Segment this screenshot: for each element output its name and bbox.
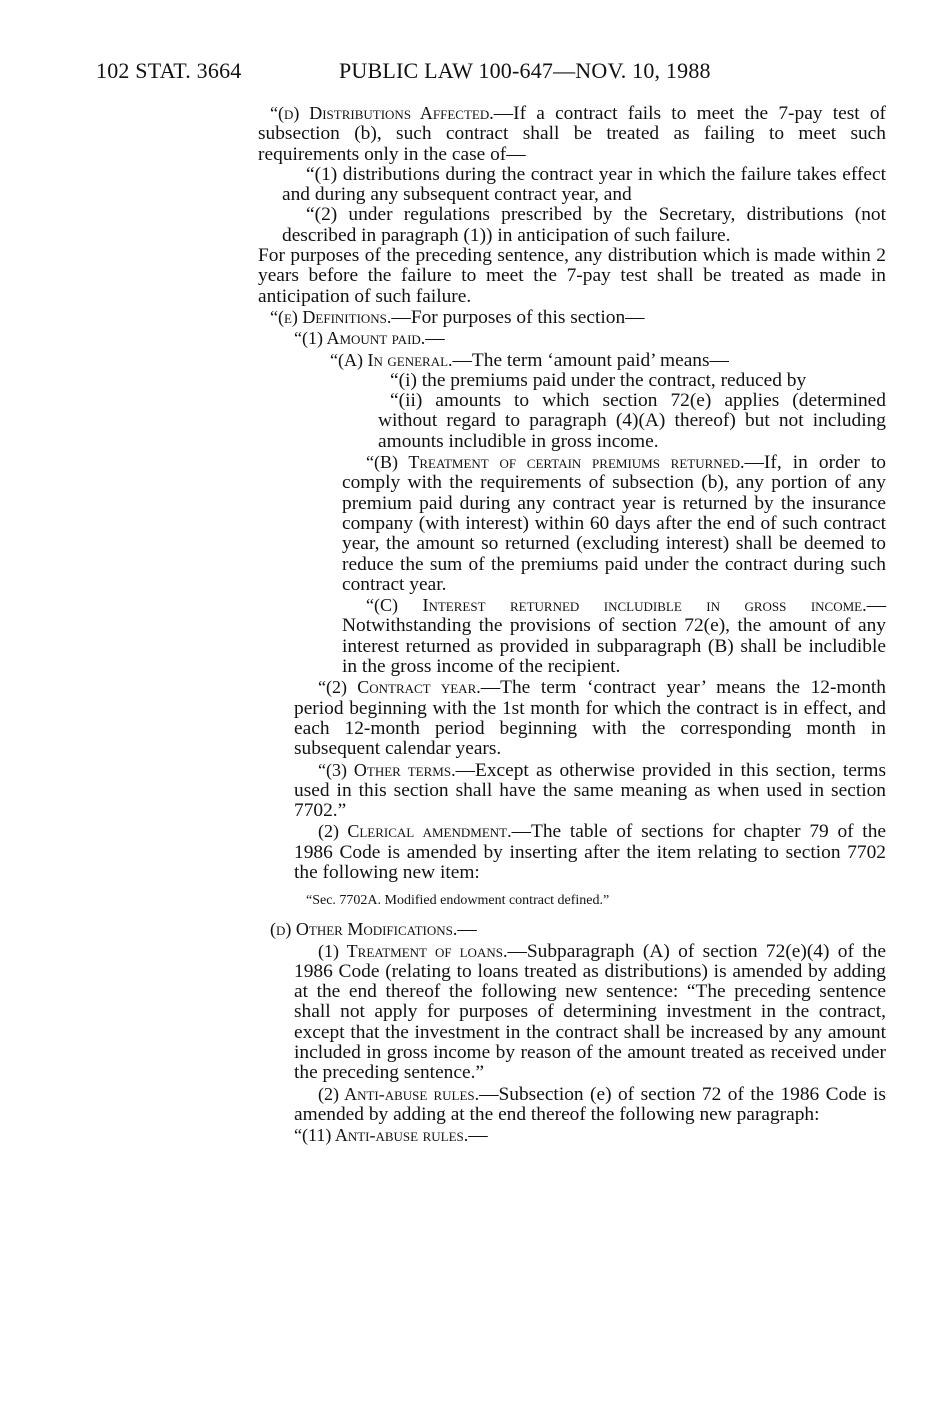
table-of-sections-item: “Sec. 7702A. Modified endowment contract defined.” (306, 893, 610, 909)
paragraph-in-general (258, 350, 886, 371)
paragraph-text: —The table of sections for chapter 79 of the 1986 Code is amended by inserting after the item relating to section 7702 the following new item: (294, 821, 886, 883)
paragraph-text: — (425, 328, 445, 350)
paragraph-heading: (2) Clerical amendment. (318, 821, 512, 842)
paragraph-item-1: “(1) distributions during the contract year in which the failure takes effect and during any subsequent contract year, and (282, 163, 886, 206)
paragraph-definitions (258, 307, 886, 328)
paragraph-heading: “(2) Contract year. (318, 677, 481, 698)
paragraph-text: — (468, 1125, 488, 1147)
paragraph-treatment-of-loans (258, 941, 886, 1084)
stat-reference: 102 STAT. 3664 (96, 58, 242, 83)
paragraph-text: —The term ‘amount paid’ means— (452, 349, 729, 371)
paragraph-heading: (1) Treatment of loans. (318, 940, 508, 961)
paragraph-text: — (457, 919, 477, 941)
page-header (96, 58, 896, 88)
subsection-heading: “(d) Distributions Affected. (270, 103, 494, 123)
paragraph-text: —Subparagraph (A) of section 72(e)(4) of the 1986 Code (relating to loans treated as distributions) is amended by adding at the end thereof the following new sentence: “The preceding sentence shall not apply for purposes of determining investment in the contract, except that the investment in the contract shall be increased by any amount included in gross income by reason of the amount treated as received under the preceding sentence.” (294, 940, 886, 1084)
paragraph-heading: “(11) Anti-abuse rules. (294, 1125, 469, 1146)
paragraph-heading: “(1) Amount paid. (294, 328, 426, 349)
clause-i: “(i) the premiums paid under the contract, reduced by (390, 369, 807, 391)
subparagraph-heading: “(A) In general. (330, 349, 453, 370)
paragraph-premiums-returned (258, 452, 886, 595)
paragraph-text: —Subsection (e) of section 72 of the 1986 Code is amended by adding at the end thereof the following new paragraph: (294, 1083, 886, 1125)
paragraph-other-modifications (258, 919, 886, 940)
paragraph-other-terms (258, 760, 886, 822)
clause-ii: “(ii) amounts to which section 72(e) applies (determined without regard to paragraph (4)(A) thereof) but not including amounts includible in gross income. (378, 390, 886, 452)
paragraph-heading: “(3) Other terms. (318, 759, 456, 780)
paragraph-heading: (2) Anti-abuse rules. (318, 1083, 480, 1104)
subparagraph-heading: “(B) Treatment of certain premiums returned. (366, 452, 745, 473)
paragraph-clerical-amendment (258, 821, 886, 883)
paragraph-text: —If a contract fails to meet the 7-pay test of subsection (b), such contract shall be treated as failing to meet such requirements only in the case of— (258, 103, 886, 165)
paragraph-text: —For purposes of this section— (391, 306, 645, 328)
paragraph-interest-returned (258, 595, 886, 677)
paragraph-11-anti-abuse (258, 1125, 886, 1146)
paragraph-text: —Notwithstanding the provisions of section 72(e), the amount of any interest returned as provided in subparagraph (B) shall be includible in the gross income of the recipient. (342, 595, 886, 678)
paragraph-distributions-affected (258, 103, 886, 165)
paragraph-contract-year (258, 677, 886, 759)
paragraph-item-2: “(2) under regulations prescribed by the Secretary, distributions (not described in paragraph (1)) in anticipation of such failure. (282, 204, 886, 246)
paragraph-text: —The term ‘contract year’ means the 12-month period beginning with the 1st month for which the contract is in effect, and each 12-month period beginning with the corresponding month in subsequent calendar years. (294, 677, 886, 760)
paragraph-flush: For purposes of the preceding sentence, any distribution which is made within 2 years before the failure to meet the 7-pay test shall be treated as made in anticipation of such failure. (258, 245, 886, 307)
paragraph-amount-paid (258, 328, 886, 349)
subsection-heading: (d) Other Modifications. (270, 919, 458, 940)
paragraph-text: —If, in order to comply with the requirements of subsection (b), any portion of any premium paid during any contract year is returned by the insurance company (with interest) within 60 days after the end of such contract year, the amount so returned (excluding interest) shall be deemed to reduce the sum of the premiums paid under the contract during such contract year. (342, 452, 886, 595)
statute-text (258, 103, 886, 1147)
paragraph-text: —Except as otherwise provided in this section, terms used in this section shall have the same meaning as when used in section 7702.” (294, 759, 886, 822)
subparagraph-heading: “(C) Interest returned includible in gross income. (366, 595, 867, 616)
paragraph-anti-abuse-rules (258, 1084, 886, 1126)
subsection-heading: “(e) Definitions. (270, 306, 392, 327)
law-title: PUBLIC LAW 100-647—NOV. 10, 1988 (339, 58, 711, 83)
